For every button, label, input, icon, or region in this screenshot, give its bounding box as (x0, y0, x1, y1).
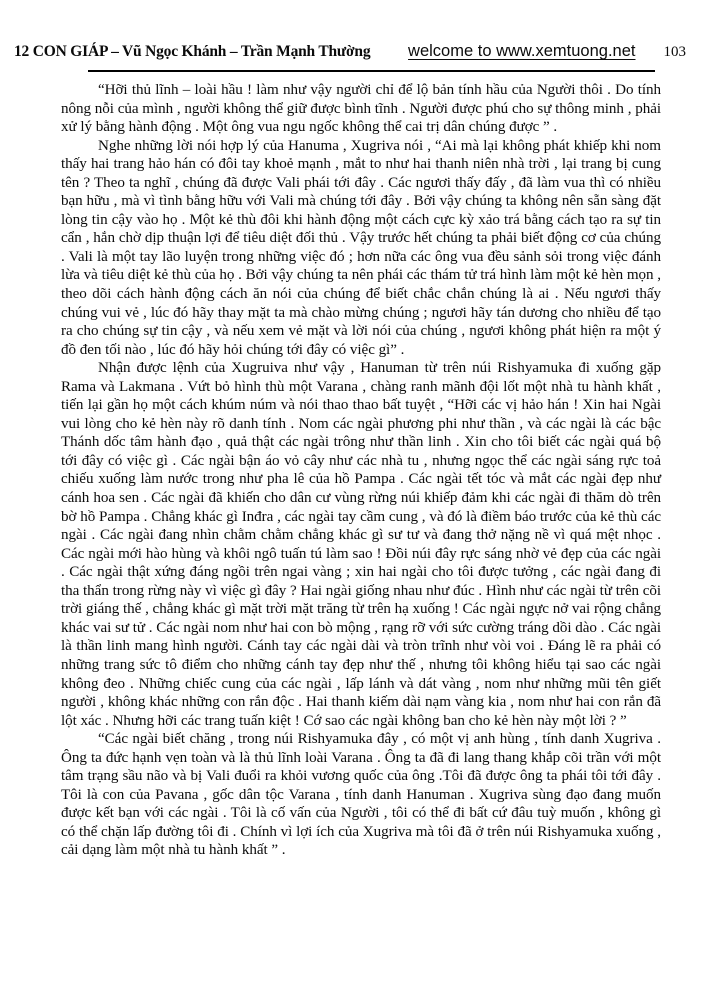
paragraph-2: Nghe những lời nói hợp lý của Hanuma , Xugriva nói , “Ai mà lại không phát khiếp khi nom thấy hai trang hảo hán có đôi tay khoẻ mạnh , mắt to như hai thanh niên nhà trời , lại trang bị cung tên ? Theo ta nghĩ , chúng đã được Vali phái tới đây . Các ngươi thấy đấy , đã làm vua thì có nhiều bạn hữu , mà vì tình bằng hữu với Vali mà chúng tới đây . Bởi vậy chúng ta không nên sẵn sàng đặt lòng tin cậy vào họ . Một kẻ thù đôi khi hành động một cách cực kỳ xảo trá bằng cách tạo ra sự tin cẩn , hắn chờ dịp thuận lợi để tiêu diệt đối thủ . Vậy trước hết chúng ta phải biết động cơ của chúng . Vali là một tay lão luyện trong những việc đó ; hơn nữa các ông vua đều sảnh sỏi trong việc đánh lừa và tiêu diệt kẻ thù của họ . Bởi vậy chúng ta nên phái các thám tử trá hình làm một kẻ hèn mọn , theo dõi cách hành động cách ăn nói của chúng để biết chắc chắn chúng là ai . Nếu ngươi thấy chúng vui vẻ , lúc đó hãy thay mặt ta mà chào mừng chúng ; ngươi hãy tán dương cho nhiều để tạo ra cho chúng sự tin cậy , và nếu xem vẻ mặt và lời nói của chúng , ngươi không phát hiện ra một ý đồ đen tối nào , lúc đó hãy hỏi chúng tới đây có việc gì” . (61, 137, 661, 358)
header-title: 12 CON GIÁP – Vũ Ngọc Khánh – Trần Mạnh Thường (14, 43, 371, 60)
header-divider (88, 70, 655, 72)
website-link[interactable]: welcome to www.xemtuong.net (408, 42, 636, 60)
paragraph-3: Nhận được lệnh của Xugruiva như vậy , Hanuman từ trên núi Rishyamuka đi xuống gặp Rama và Lakmana . Vứt bỏ hình thù một Varana , chàng ranh mãnh đội lốt một nhà tu hành khất , tiến lại gần họ một cách khúm núm và nói thao thao bất tuyệt , “Hỡi các vị hảo hán ! Xin hai Ngài vui lòng cho kẻ hèn này rõ danh tính . Nom các ngài phương phi như thần , và các ngài là các bậc Thánh dốc tâm hành đạo , quả thật các ngài trông như thần linh . Xin cho tôi biết các ngài quá bộ tới đây có việc gì . Các ngài bận áo vỏ cây như các nhà tu , nhưng ngọc thể các ngài sáng rực toả chiếu xuống làm nước trong như pha lê của hồ Pampa . Các ngài tết tóc và mắt các ngài đẹp như cánh hoa sen . Các ngài đã khiến cho dân cư vùng rừng núi khiếp đảm khi các ngài đi thăm dò trên bờ hồ Pampa . Chẳng khác gì Inđra , các ngài tay cầm cung , và đó là điềm báo trước của kẻ thù các ngài . Các ngài đang nhìn chằm chằm chẳng khác gì sư tư và đang thở nặng nề vì quá mệt nhọc . Các ngài mới hào hùng và khôi ngô tuấn tú làm sao ! Đồi núi đây rực sáng nhờ vẻ đẹp của các ngài . Các ngài thật xứng đáng ngồi trên ngai vàng ; xin hai ngài cho tôi được tưởng , các ngài đang đi tha thẩn trong rừng này vì việc gì đây ? Hai ngài giống nhau như đúc . Hình như các ngài từ trên cõi trời giáng thế , chẳng khác gì mặt trời mặt trăng từ trên hạ xuống ! Các ngài ngực nở vai rộng chẳng khác vai sư tử . Các ngài nom như hai con bò mộng , rạng rỡ với sức cường tráng dồi dào . Các ngài là thần linh mang hình người. Cánh tay các ngài dài và tròn trĩnh như vòi voi . Đáng lẽ ra phải có những trang sức tô điểm cho những cánh tay đẹp như thế , nhưng tôi không hiểu tại sao các ngài không đeo . Những chiếc cung của các ngài , lấp lánh và dát vàng , nom như những mũi tên giết người , không khác những con rắn độc . Hai thanh kiếm dài nạm vàng kia , nom như hai con rắn đã lột xác . Nhưng hỡi các trang tuấn kiệt ! Cớ sao các ngài không ban cho kẻ hèn này một lời ? ” (61, 360, 661, 729)
page-header (14, 42, 686, 61)
document-body (61, 81, 661, 860)
paragraph-4: “Các ngài biết chăng , trong núi Rishyamuka đây , có một vị anh hùng , tính danh Xugriva . Ông ta đức hạnh vẹn toàn và là thủ lĩnh loài Varana . Ông ta đã đi lang thang khắp cõi trần với một tâm trạng sầu não và bị Vali đuổi ra khỏi vương quốc của ông .Tôi đã được ông ta phái tôi tới đây . Tôi là con của Pavana , gốc dân tộc Varana , tính danh Hanuman . Xugriva sùng đạo đang muốn được kết bạn với các ngài . Tôi là cố vấn của Người , tôi có thể đi bất cứ đâu tuỳ muốn , không gì có thể chặn lấp đường tôi đi . Chính vì lợi ích của Xugriva mà tôi đã ở trên núi Rishyamuka xuống , cải dạng làm một nhà tu hành khất ” . (61, 731, 661, 859)
page-number: 103 (663, 44, 686, 60)
paragraph-1: “Hỡi thủ lĩnh – loài hầu ! làm như vậy người chỉ để lộ bản tính hầu của Người thôi . Do tính nông nỗi của mình , người không thể giữ được bình tĩnh . Người được phú cho sự thông minh , phải xử lý bằng hành động . Một ông vua ngu ngốc không thể cai trị dân chúng được ” . (61, 82, 661, 136)
